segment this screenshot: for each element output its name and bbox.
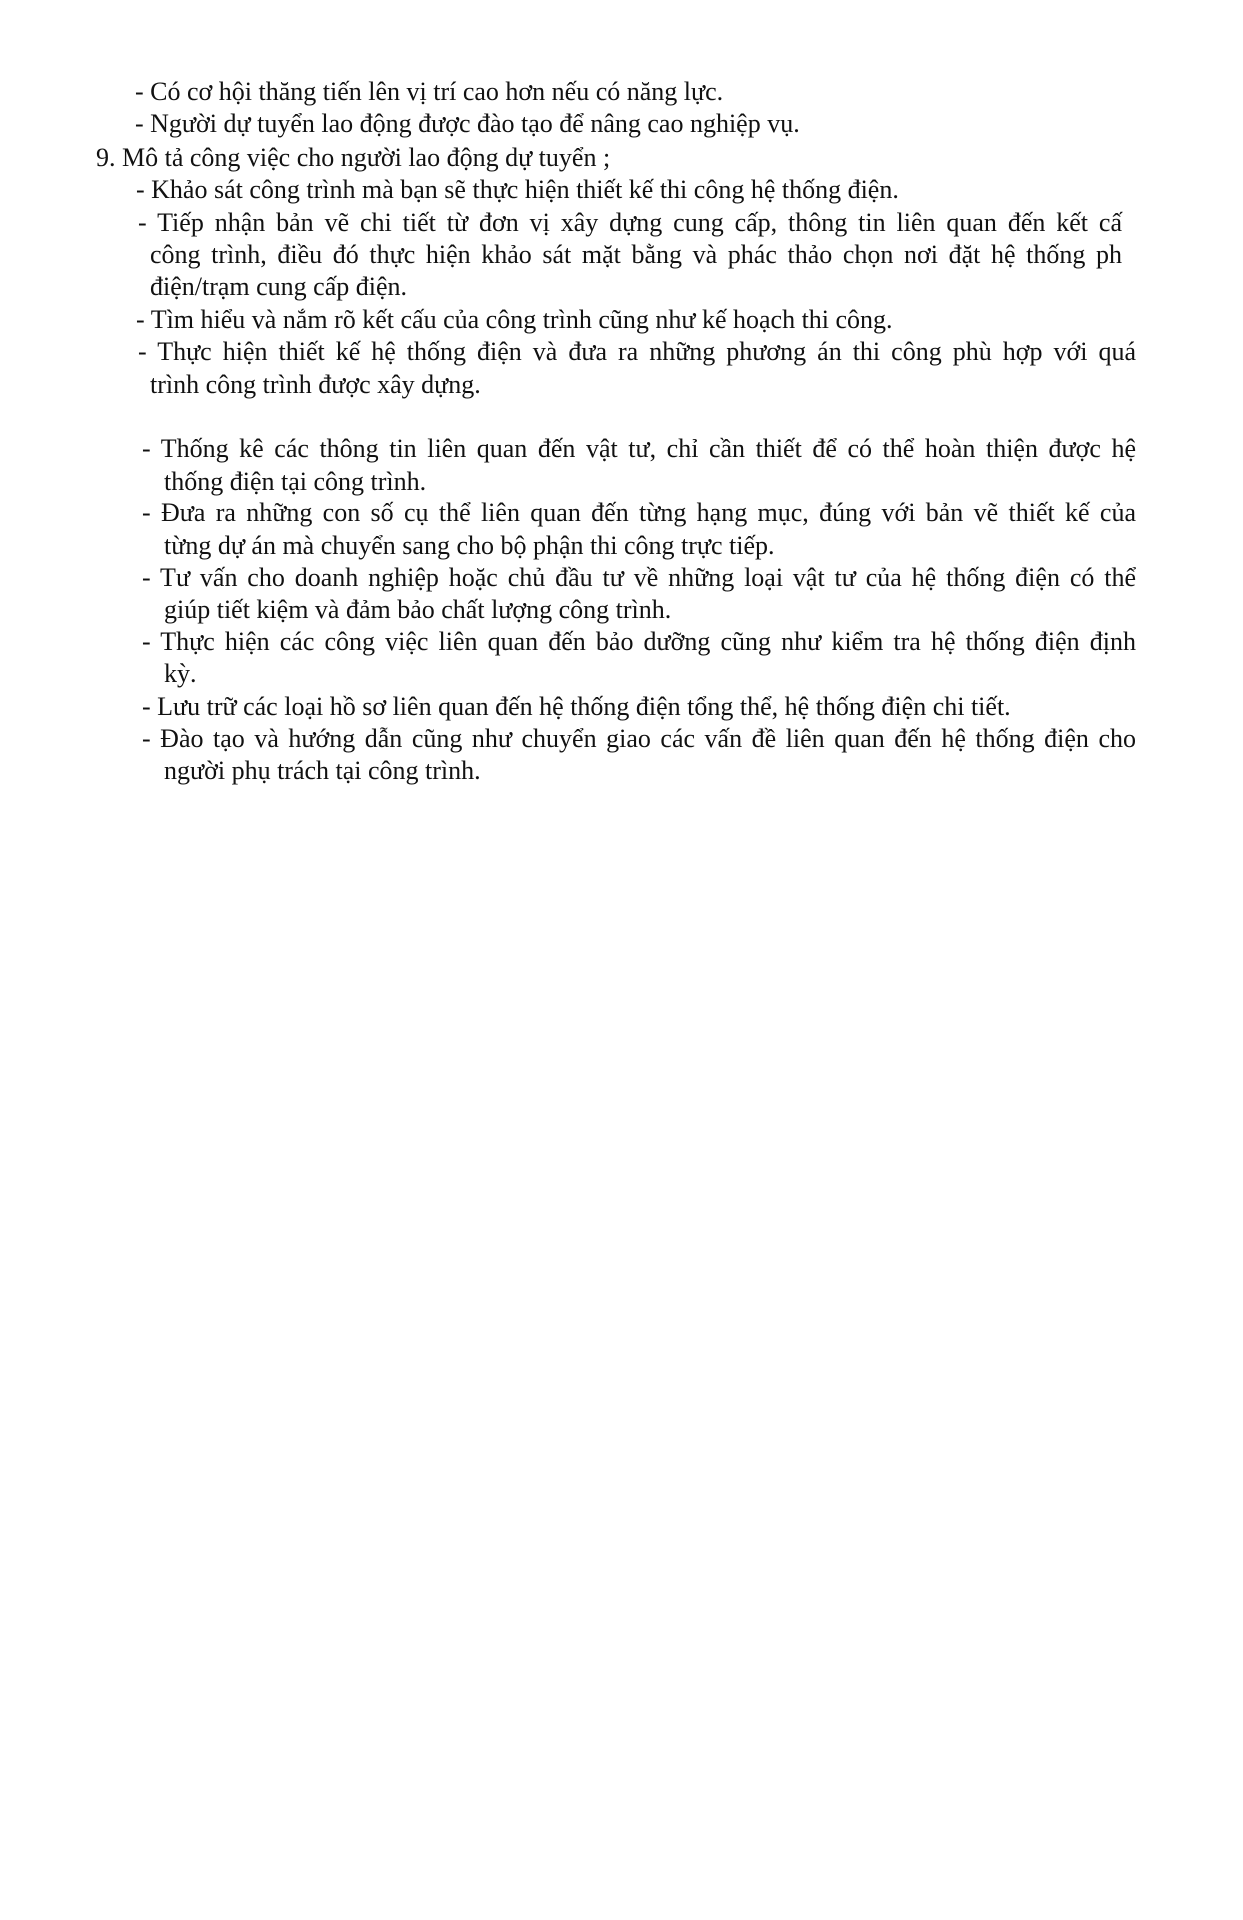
text-line: - Tiếp nhận bản vẽ chi tiết từ đơn vị xây dựng cung cấp, thông tin liên quan đến kết cấ bbox=[138, 208, 1122, 237]
text-line: - Thống kê các thông tin liên quan đến vật tư, chỉ cần thiết để có thể hoàn thiện được hệ bbox=[142, 434, 1136, 463]
text-line: thống điện tại công trình. bbox=[164, 467, 427, 496]
text-line: - Tìm hiểu và nắm rõ kết cấu của công trình cũng như kế hoạch thi công. bbox=[136, 305, 893, 334]
text-line: - Có cơ hội thăng tiến lên vị trí cao hơn nếu có năng lực. bbox=[135, 77, 724, 106]
text-line: - Người dự tuyển lao động được đào tạo để nâng cao nghiệp vụ. bbox=[135, 109, 800, 138]
text-line: - Khảo sát công trình mà bạn sẽ thực hiện thiết kế thi công hệ thống điện. bbox=[136, 175, 899, 204]
text-line: - Đưa ra những con số cụ thể liên quan đến từng hạng mục, đúng với bản vẽ thiết kế của bbox=[142, 498, 1136, 527]
text-line: - Lưu trữ các loại hồ sơ liên quan đến hệ thống điện tổng thể, hệ thống điện chi tiết. bbox=[142, 692, 1011, 721]
text-line: - Thực hiện thiết kế hệ thống điện và đưa ra những phương án thi công phù hợp với quá bbox=[138, 337, 1136, 366]
text-line: - Đào tạo và hướng dẫn cũng như chuyển giao các vấn đề liên quan đến hệ thống điện cho bbox=[142, 724, 1136, 753]
text-line: - Thực hiện các công việc liên quan đến bảo dưỡng cũng như kiểm tra hệ thống điện định bbox=[142, 627, 1136, 656]
text-line: người phụ trách tại công trình. bbox=[164, 756, 481, 785]
text-line: điện/trạm cung cấp điện. bbox=[150, 272, 408, 301]
text-line: từng dự án mà chuyển sang cho bộ phận thi công trực tiếp. bbox=[164, 531, 775, 560]
text-line: - Tư vấn cho doanh nghiệp hoặc chủ đầu tư về những loại vật tư của hệ thống điện có thể bbox=[142, 563, 1136, 592]
text-line: công trình, điều đó thực hiện khảo sát mặt bằng và phác thảo chọn nơi đặt hệ thống ph bbox=[150, 240, 1122, 269]
section-heading: 9. Mô tả công việc cho người lao động dự tuyển ; bbox=[96, 143, 611, 172]
text-line: trình công trình được xây dựng. bbox=[150, 370, 481, 399]
text-line: kỳ. bbox=[164, 659, 197, 688]
text-line: giúp tiết kiệm và đảm bảo chất lượng công trình. bbox=[164, 595, 672, 624]
